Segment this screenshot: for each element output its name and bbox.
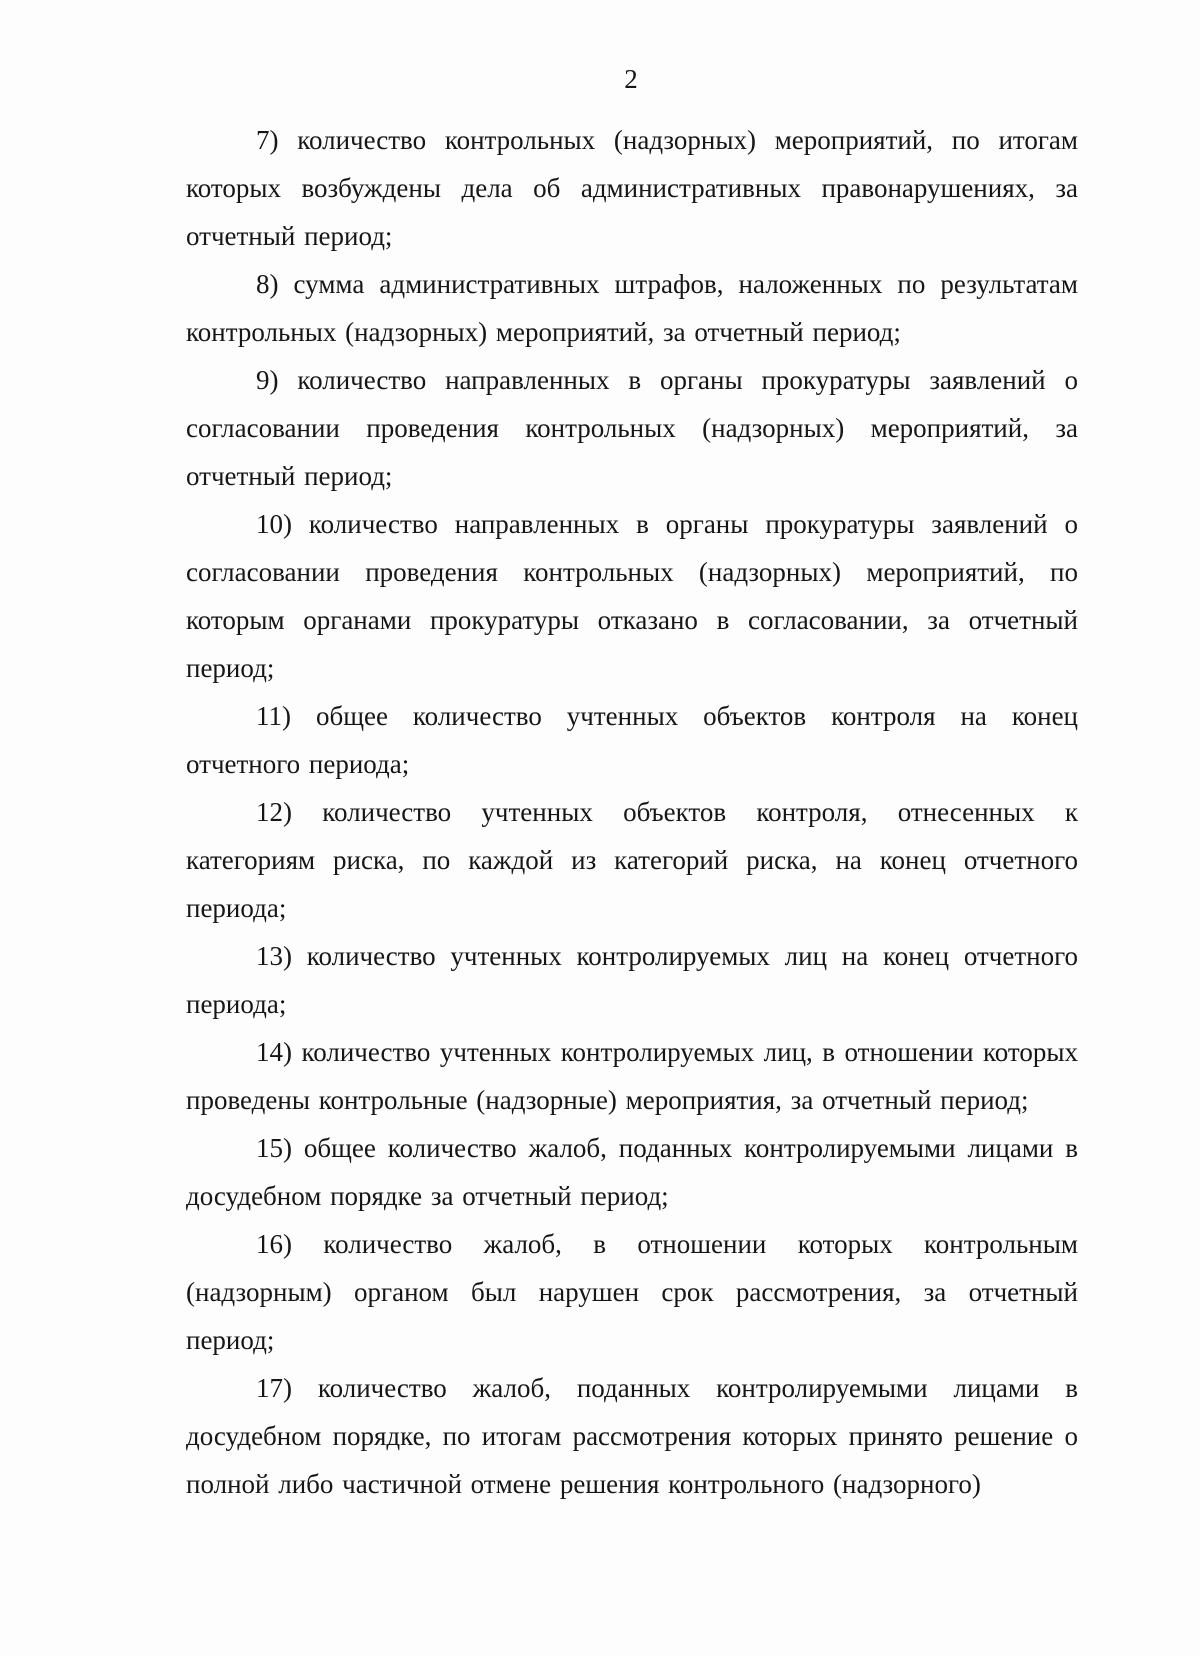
list-item-17: 17) количество жалоб, поданных контролируемыми лицами в досудебном порядке, по итогам рассмотрения которых принято решение о полной либо частичной отмене решения контрольного (надзорного) — [186, 1373, 1078, 1499]
list-item-8: 8) сумма административных штрафов, наложенных по результатам контрольных (надзорных) мероприятий, за отчетный период; — [186, 269, 1078, 347]
list-item-7: 7) количество контрольных (надзорных) мероприятий, по итогам которых возбуждены дела об административных правонарушениях, за отчетный период; — [186, 125, 1078, 251]
list-item-9: 9) количество направленных в органы прокуратуры заявлений о согласовании проведения контрольных (надзорных) мероприятий, за отчетный период; — [186, 365, 1078, 491]
list-item-11: 11) общее количество учтенных объектов контроля на конец отчетного периода; — [186, 701, 1078, 779]
list-item-10: 10) количество направленных в органы прокуратуры заявлений о согласовании проведения контрольных (надзорных) мероприятий, по которым органами прокуратуры отказано в согласовании, за отчетный период; — [186, 509, 1078, 683]
list-item-16: 16) количество жалоб, в отношении которых контрольным (надзорным) органом был нарушен срок рассмотрения, за отчетный период; — [186, 1229, 1078, 1355]
list-item-13: 13) количество учтенных контролируемых лиц на конец отчетного периода; — [186, 941, 1078, 1019]
page-number: 2 — [624, 64, 638, 94]
list-item-15: 15) общее количество жалоб, поданных контролируемыми лицами в досудебном порядке за отчетный период; — [186, 1133, 1078, 1211]
list-item-14: 14) количество учтенных контролируемых лиц, в отношении которых проведены контрольные (надзорные) мероприятия, за отчетный период; — [186, 1037, 1078, 1115]
document-body — [186, 116, 1078, 1508]
list-item-12: 12) количество учтенных объектов контроля, отнесенных к категориям риска, по каждой из категорий риска, на конец отчетного периода; — [186, 797, 1078, 923]
